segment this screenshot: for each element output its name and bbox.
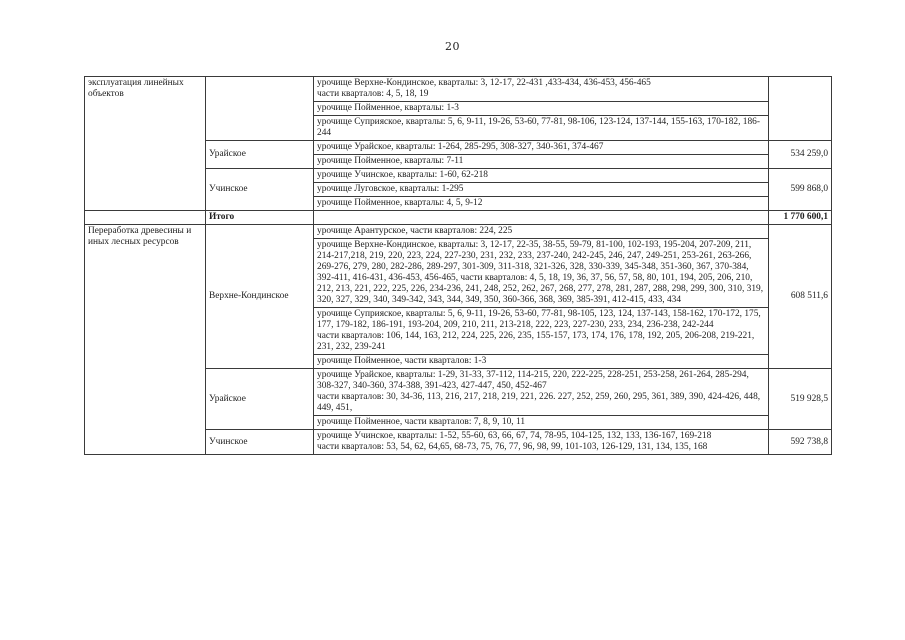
location-text: урочище Учинское, кварталы: 1-52, 55-60, 63, 66, 67, 74, 78-95, 104-125, 132, 133, 136-167, 169-218 <box>317 431 712 441</box>
area-total-cell <box>769 77 832 141</box>
location-cell <box>314 430 769 455</box>
itogo-value: 1 770 600,1 <box>769 211 832 225</box>
location-cell <box>314 169 769 183</box>
page-number: 20 <box>445 40 460 53</box>
location-cell <box>314 155 769 169</box>
location-text: части кварталов: 30, 34-36, 113, 216, 217, 218, 219, 221, 226. 227, 252, 259, 260, 295, 361, 389, 390, 424-426, 448, 449, 451, <box>317 392 761 413</box>
location-text: части кварталов: 4, 5, 18, 19 <box>317 89 429 99</box>
forestry-cell: Учинское <box>206 169 314 211</box>
area-total-cell: 592 738,8 <box>769 430 832 455</box>
forestry-cell: Учинское <box>206 430 314 455</box>
location-cell <box>314 102 769 116</box>
itogo-row <box>85 211 832 225</box>
table-row <box>85 225 832 239</box>
location-text: урочище Пойменное, кварталы: 7-11 <box>317 156 464 166</box>
location-cell <box>314 239 769 308</box>
activity-cell: Переработка древесины и иных лесных ресурсов <box>85 225 206 455</box>
location-cell <box>314 355 769 369</box>
location-cell <box>314 197 769 211</box>
itogo-label: Итого <box>206 211 314 225</box>
location-text: урочище Суприяское, кварталы: 5, 6, 9-11, 19-26, 53-60, 77-81, 98-105, 123, 124, 137-143, 158-162, 170-172, 175, 177, 179-182, 186-191, 193-204, 209, 210, 211, 213-218, 222, 223, 227-230, 233, 234, 236-238, 242-244 <box>317 309 761 330</box>
forest-areas-table <box>84 76 832 455</box>
itogo-empty-cell <box>314 211 769 225</box>
location-text: урочище Арантурское, части кварталов: 224, 225 <box>317 226 513 236</box>
area-total-cell: 519 928,5 <box>769 369 832 430</box>
location-cell <box>314 77 769 102</box>
location-text: части кварталов: 106, 144, 163, 212, 224, 225, 226, 235, 155-157, 173, 174, 176, 178, 192, 205, 206-208, 219-221, 231, 232, 239-241 <box>317 331 755 352</box>
location-text: части кварталов: 53, 54, 62, 64,65, 68-73, 75, 76, 77, 96, 98, 99, 101-103, 126-129, 131, 134, 135, 168 <box>317 442 708 452</box>
area-total-cell: 608 511,6 <box>769 225 832 369</box>
location-text: урочище Урайское, кварталы: 1-29, 31-33, 37-112, 114-215, 220, 222-225, 228-251, 253-258, 261-264, 285-294, 308-327, 340-360, 374-388, 391-423, 427-447, 450, 452-467 <box>317 370 749 391</box>
forestry-cell: Верхне-Кондинское <box>206 225 314 369</box>
location-cell <box>314 225 769 239</box>
location-text: урочище Суприяское, кварталы: 5, 6, 9-11, 19-26, 53-60, 77-81, 98-106, 123-124, 137-144, 155-163, 170-182, 186-244 <box>317 117 760 138</box>
location-text: урочище Пойменное, кварталы: 1-3 <box>317 103 459 113</box>
location-text: урочище Пойменное, части кварталов: 7, 8, 9, 10, 11 <box>317 417 526 427</box>
location-text: урочище Пойменное, кварталы: 4, 5, 9-12 <box>317 198 483 208</box>
area-total-cell: 599 868,0 <box>769 169 832 211</box>
location-cell <box>314 141 769 155</box>
location-cell <box>314 416 769 430</box>
forestry-cell: Урайское <box>206 369 314 430</box>
activity-cell: эксплуатация линейных объектов <box>85 77 206 211</box>
location-cell <box>314 369 769 416</box>
location-text: урочище Учинское, кварталы: 1-60, 62-218 <box>317 170 488 180</box>
location-text: урочище Урайское, кварталы: 1-264, 285-295, 308-327, 340-361, 374-467 <box>317 142 604 152</box>
location-text: урочище Луговское, кварталы: 1-295 <box>317 184 464 194</box>
location-cell <box>314 308 769 355</box>
location-cell <box>314 183 769 197</box>
forestry-cell <box>206 77 314 141</box>
area-total-cell: 534 259,0 <box>769 141 832 169</box>
location-text: урочище Пойменное, части кварталов: 1-3 <box>317 356 487 366</box>
forestry-cell: Урайское <box>206 141 314 169</box>
table-row <box>85 77 832 102</box>
location-text: урочище Верхне-Кондинское, кварталы: 3, 12-17, 22-431 ,433-434, 436-453, 456-465 <box>317 78 651 88</box>
itogo-empty-cell <box>85 211 206 225</box>
location-text: урочище Верхне-Кондинское, кварталы: 3, 12-17, 22-35, 38-55, 59-79, 81-100, 102-193, 195-204, 207-209, 211, 214-217,218, 219, 220, 223, 224, 227-230, 231, 232, 233, 237-240, 242-245, 246, 247, 249-251, 253-261, 263-266, 269-276, 279, 280, 282-286, 289-297, 301-309, 311-318, 321-326, 328, 330-339, 345-348, 351-360, 367, 370-384, 392-411, 416-431, 436-453, 456-465, части кварталов: 4, 5, 18, 19, 36, 37, 56, 57, 58, 80, 101, 194, 205, 206, 210, 212, 213, 221, 222, 225, 226, 234-236, 241, 248, 252, 262, 267, 268, 277, 278, 281, 287, 288, 298, 299, 300, 310, 319, 320, 327, 329, 340, 349-342, 343, 344, 349, 350, 360-366, 368, 369, 385-391, 412-415, 433, 434 <box>317 240 764 305</box>
location-cell <box>314 116 769 141</box>
